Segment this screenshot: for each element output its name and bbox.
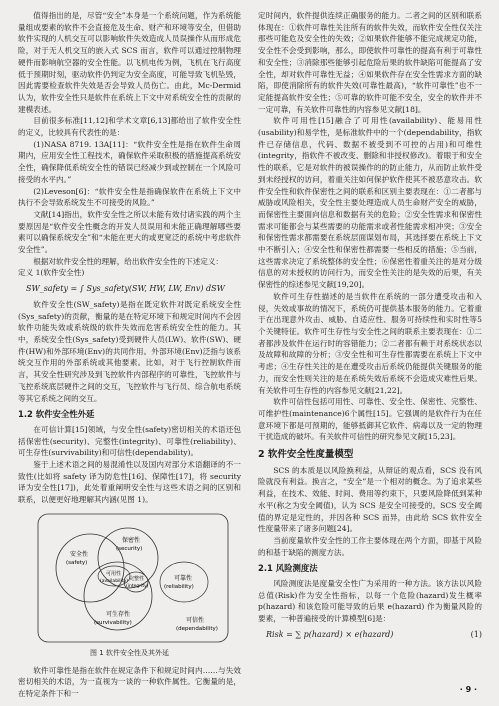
paragraph: 文献[14]指出，软件安全性之所以未能有效付诸实践的两个主要原因是“软件安全性概念的开发人员误用和未能正确理解哪些要素可以确保系统安全”和“未能在更大的或更宽泛的系统中考虑软件安全性”。 (18, 209, 241, 255)
equation-sw-safety (18, 283, 241, 295)
equation-text: Risk = ∑ p(hazard) × e(hazard) (266, 629, 394, 639)
equation-text: SW_safety = ∫ Sys_safety(SW, HW, LW, Env) dSW (26, 284, 225, 294)
paragraph: SCS 的本质是以风险换利益，从辩证的观点看，SCS 没有风险就没有利益。换言之，“安全”是一个相对的概念。为了追求某些利益，在技术、效能、时间、费用等约束下，只要风险降低到某种水平(称之为安全阈值)，认为 SCS 是安全可接受的。SCS 安全阈值的界定是定性的，并因各种 SCS 而异，由此给 SCS 软件安全性度量带来了诸多问题[24]。 (258, 465, 482, 534)
subsection-heading: 2.1 风险测度法 (258, 563, 318, 574)
label-safety-en: (safety) (66, 559, 88, 566)
paragraph: 根据对软件安全性的理解，给出软件安全性的下述定义： (33, 256, 224, 266)
paragraph: 目前很多标准[11,12]和学术文章[6,13]都给出了软件安全性的定义，比较具有代表性的是： (18, 116, 241, 138)
paragraph: 当前度量软件安全性的工作主要体现在两个方面，即基于风险的和基于缺陷的测度方法。 (258, 535, 482, 557)
label-integrity-en: (integrity) (126, 583, 149, 589)
paragraph: 软件可靠性是指在软件在规定条件下和规定时间内……与失效密切相关的术语，为一直视为一谈的一种软件属性。它衡量的是，在特定条件下和一 (18, 665, 241, 698)
label-security-en: (security) (116, 545, 143, 552)
safety-circle (56, 534, 124, 602)
paragraph: 在可信计算[15]领域，与安全性(safety)密切相关的术语还包括保密性(security)、完整性(integrity)、可靠性(reliability)、可生存性(survivability)和可信性(dependability)。 (18, 424, 241, 458)
figure-venn-diagram (18, 512, 241, 644)
left-column (18, 10, 241, 700)
paragraph: 值得指出的是，尽管“安全”本身是一个系统问题，作为系统能量组成要素的软件不会直接危及生命、财产和环境等安全，但借助软件实现的人机交互可以影响软件失效造成人员误操作从而形成危险，对于无人机交互的嵌入式 SCS 而言，软件可以通过控制物理硬件而影响航空器的安全性能。以飞机电传为例，飞机在飞行高度低于预期时刻，驱动软件仍判定为安全高度，可能导致飞机坠毁，因此需要检查软件失效是否会导致人员伤亡。由此，Mc-Dermid 认为，软件安全性只是软件在系统上下文中对系统安全性的贡献的建模表述。 (18, 11, 241, 114)
paragraph: 鉴于上述术语之间的易混淆性以及国内对部分术语翻译的不一致性(比如将 safety 译为防危性[16]、保障性[17]，将 security 译为安全性[17])，此处着重阐明安全性与这些术语之间的区别和联系，以便更好地理解其内涵(见图 1)。 (18, 460, 241, 505)
paragraph: 风险测度法是度量安全性广为采用的一种方法。该方法以风险总值(Risk)作为安全性指标，以每一个危险(hazard)发生概率 p(hazard) 和该危险可能导致的后果 e(hazard) 作为衡量风险的要素，一种普遍接受的计算模型[6]是： (258, 579, 482, 624)
reliability-ellipse (160, 562, 208, 602)
section-heading: 1.2 软件安全性外延 (18, 409, 95, 420)
paragraph: 软件安全性(SW_safety)是指在既定软件对既定系统安全性(Sys_safety)的贡献，衡量的是在特定环境下和规定时间内不会因软件功能失效或系统级的软件失效而危害系统安全性的能力。其中，系统安全性(Sys_safety)受到硬件人员(LW)、软件(SW)、硬件(HW)和外部环境(Env)的共同作用。外部环境(Env)泛指与该系统交互作用的外部系统或其他要素。比如，对于飞行控制软件而言，其安全性研究涉及到飞控软件内部程序的可靠性，飞控软件与飞控系统底层硬件之间的交互，飞控软件与飞行员、综合航电系统等其它系统之间的交互。 (18, 299, 241, 403)
page-number: · 9 · (459, 685, 477, 694)
venn-svg (18, 512, 241, 644)
figure-caption: 图 1 软件安全性及其外延 (90, 648, 169, 657)
paragraph: 软件可信性包括可用性、可靠性、安全性、保密性、完整性、可维护性(maintenance)6个属性[15]。它强调的是软件行为在任意环境下都是可预期的，能够抵御其它软件、病毒以及一定的物理干扰造成的破坏。有关软件可信性的研究参见文献[15,23]。 (258, 397, 482, 442)
equation-number: (1) (470, 629, 482, 639)
paragraph: (1)NASA 8719. 13A[11]：“软件安全性是指在软件生命周期内，应用安全性工程技术，确保软件采取积极的措施提高系统安全性，确保降低系统安全性的错误已经减少到或控制在一个风险可接受的水平内。” (18, 139, 241, 184)
label-reliability-en: (reliability) (164, 583, 194, 590)
label-security: 保密性 (122, 536, 141, 544)
definition-title: 定义 1(软件安全性) (18, 268, 85, 278)
paragraph: 软件可用性[15]融合了可用性(availability)、能易用性(usability)和易学性，是标准软件中的一个(dependability，指软件已存储信息，代码、数据不被受到不可控的占用)和可维性(integrity，指软件不被改变、删除和非授权修改)。着眼于和安全性的联系，它是对软件的被误操作的的防止能力，从而防止软件受到未经授权的访问，着重关注如何保护软件使其不被恶意攻击。软件安全性和软件保密性之间的联系和区别主要表现在：①二者都与威胁或风险相关，安全性主要处理造成人员生命财产安全的威胁，而保密性主要面向信息和数据有关的危险；②安全性需求和保密性需求可能都会与某些需要的功能需求或者性能需求相冲突；③安全和保密性需求都需要在系统层面谋划布局，其选择要在系统上下文中不断引入；④安全性和保密性都需要一些相反的措施；⑤当前，这些需求决定了系统整体的安全性；⑥保密性着重关注的是对分级信息的对未授权的访问行为，而安全性关注的是失效的后果，有关保密性的综述参见文献[19,20]。 (258, 116, 482, 290)
label-availability-en: (availability) (100, 578, 128, 584)
section-heading: 2 软件安全性度量模型 (258, 449, 354, 461)
label-reliability: 可靠性 (174, 574, 193, 582)
label-integrity: 完整性 (129, 575, 145, 582)
paragraph: 定时间内，软件提供连续正确服务的能力。二者之间的区别和联系体现在：①软件可靠性关注所有的软件失效，而软件安全性仅关注那些可能危及安全性的失效；②如果软件能够不能完成规定功能，安全性不会受到影响，那么，即使软件可靠性的提高有利于可靠性和安全性；③消除那些能够引起危险后果的软件缺陷可能提高了安全性，却对软件可靠性无益；④如果软件存在安全性需求方面的缺陷，即使消除所有的软件失效(可靠性最高)，“软件可靠性”也不一定能提高软件安全性；⑤可靠的软件可能不安全，安全的软件并不一定可靠，有关软件可靠性的内容参见文献[18]。 (258, 11, 482, 114)
label-dependability: 可信性 (186, 616, 205, 624)
label-dependability-en: (dependability) (176, 625, 218, 632)
label-survivability-en: (survivability) (94, 619, 132, 626)
label-availability: 可用性 (106, 570, 122, 577)
label-survivability: 可生存性 (106, 610, 131, 618)
equation-risk (258, 629, 482, 641)
paragraph: 软件可生存性描述的是当软件在系统的一部分遭受攻击和入侵，失效或事故的情况下，系统仍可提供基本服务的能力。它着重于在出现意外攻击、威胁、自适应性、服务可持续性和实时性等5个关键特征。软件可生存性与安全性之间的联系主要表现在：①二者都涉及软件在运行时的容错能力；②二者都有赖于对系统状态以及故障和故障的分析；③安全性和可生存性都需要在系统上下文中考虑；④生存性关注的是在遭受攻击后系统仍能提供关键服务的能力，而安全性则关注的是在系统失效后系统不会造成灾难性后果。有关软件可生存性的内容参见文献[21,22]。 (258, 291, 482, 395)
paragraph: (2)Leveson[6]：“软件安全性是指确保软件在系统上下文中执行不会导致系统发生不可接受的风险。” (18, 186, 241, 208)
label-safety: 安全性 (70, 550, 89, 558)
right-column (258, 10, 482, 645)
